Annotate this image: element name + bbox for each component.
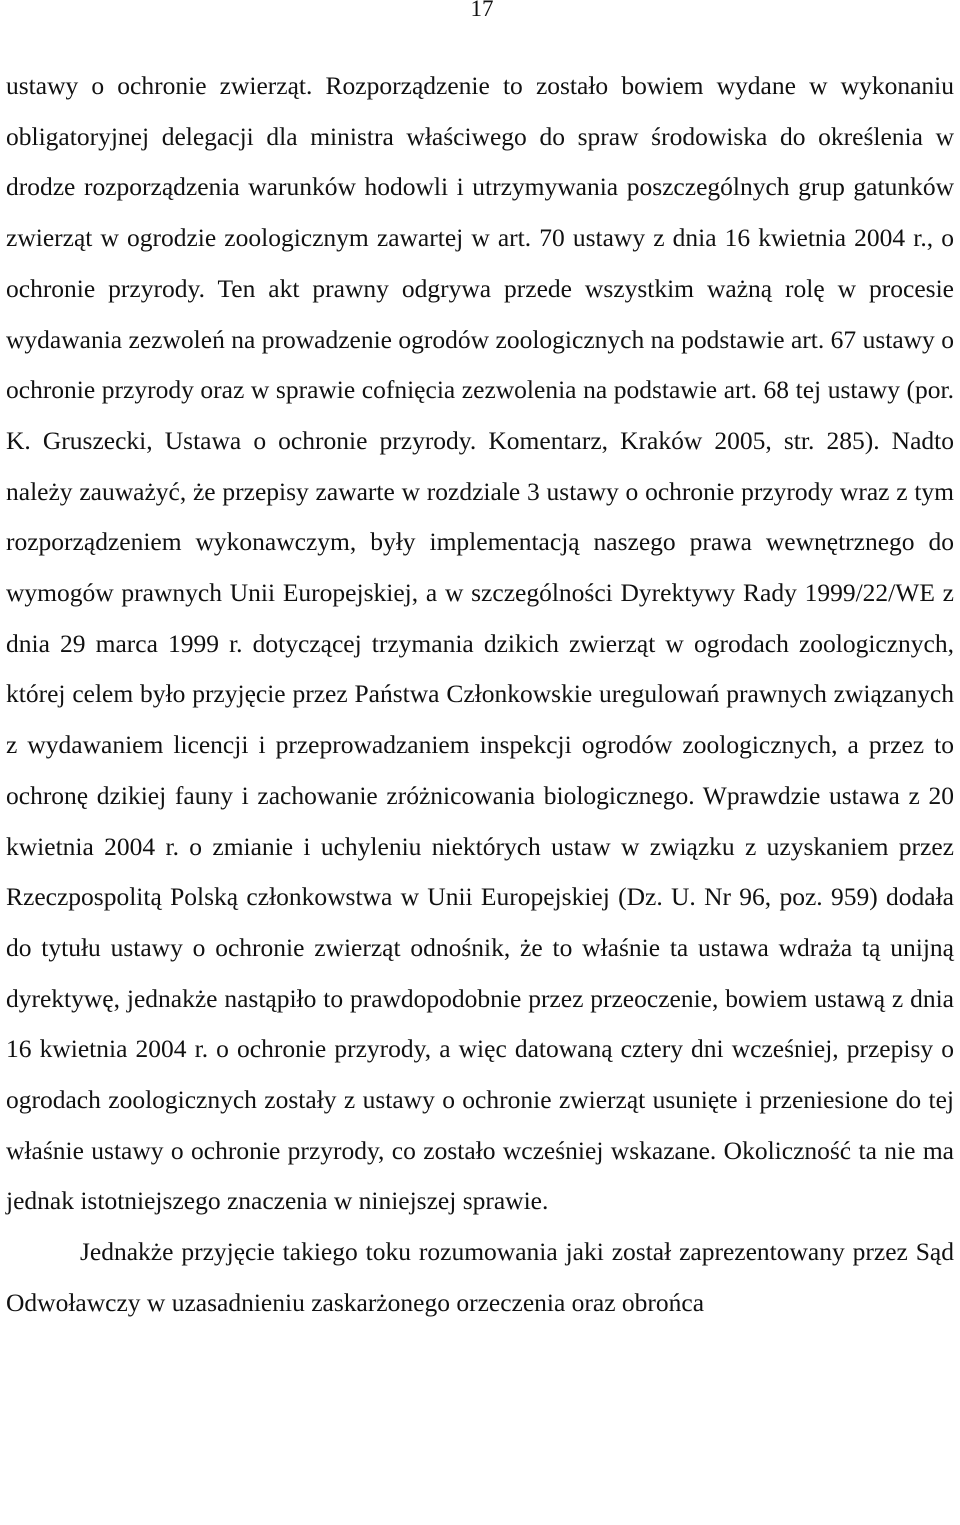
document-body xyxy=(6,61,954,1329)
paragraph-2: Jednakże przyjęcie takiego toku rozumowania jaki został zaprezentowany przez Sąd Odwoławczy w uzasadnieniu zaskarżonego orzeczenia oraz obrońca xyxy=(6,1237,954,1317)
page-number: 17 xyxy=(470,0,494,21)
paragraph-1: ustawy o ochronie zwierząt. Rozporządzenie to zostało bowiem wydane w wykonaniu obligatoryjnej delegacji dla ministra właściwego do spraw środowiska do określenia w drodze rozporządzenia warunków hodowli i utrzymywania poszczególnych grup gatunków zwierząt w ogrodzie zoologicznym zawartej w art. 70 ustawy z dnia 16 kwietnia 2004 r., o ochronie przyrody. Ten akt prawny odgrywa przede wszystkim ważną rolę w procesie wydawania zezwoleń na prowadzenie ogrodów zoologicznych na podstawie art. 67 ustawy o ochronie przyrody oraz w sprawie cofnięcia zezwolenia na podstawie art. 68 tej ustawy (por. K. Gruszecki, Ustawa o ochronie przyrody. Komentarz, Kraków 2005, str. 285). Nadto należy zauważyć, że przepisy zawarte w rozdziale 3 ustawy o ochronie przyrody wraz z tym rozporządzeniem wykonawczym, były implementacją naszego prawa wewnętrznego do wymogów prawnych Unii Europejskiej, a w szczególności Dyrektywy Rady 1999/22/WE z dnia 29 marca 1999 r. dotyczącej trzymania dzikich zwierząt w ogrodach zoologicznych, której celem było przyjęcie przez Państwa Członkowskie uregulowań prawnych związanych z wydawaniem licencji i przeprowadzaniem inspekcji ogrodów zoologicznych, a przez to ochronę dzikiej fauny i zachowanie zróżnicowania biologicznego. Wprawdzie ustawa z 20 kwietnia 2004 r. o zmianie i uchyleniu niektórych ustaw w związku z uzyskaniem przez Rzeczpospolitą Polską członkowstwa w Unii Europejskiej (Dz. U. Nr 96, poz. 959) dodała do tytułu ustawy o ochronie zwierząt odnośnik, że to właśnie ta ustawa wdraża tą unijną dyrektywę, jednakże nastąpiło to prawdopodobnie przez przeoczenie, bowiem ustawą z dnia 16 kwietnia 2004 r. o ochronie przyrody, a więc datowaną cztery dni wcześniej, przepisy o ogrodach zoologicznych zostały z ustawy o ochronie zwierząt usunięte i przeniesione do tej właśnie ustawy o ochronie przyrody, co zostało wcześniej wskazane. Okoliczność ta nie ma jednak istotniejszego znaczenia w niniejszej sprawie. xyxy=(6,71,954,1216)
